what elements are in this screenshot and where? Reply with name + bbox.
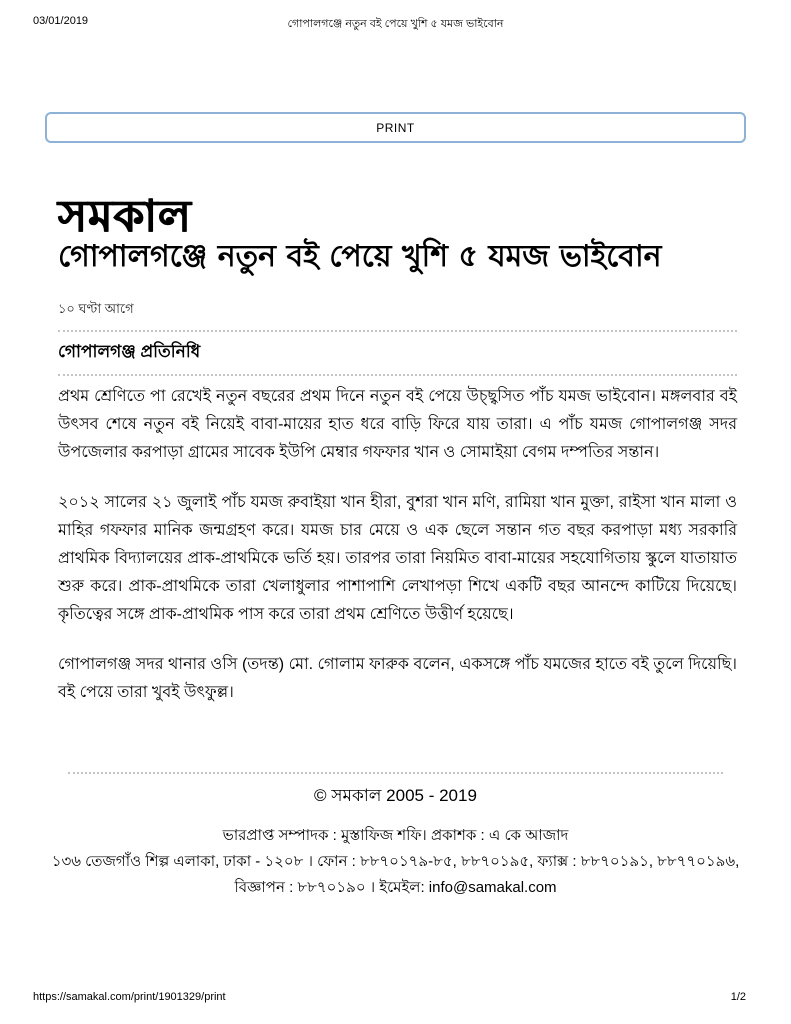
address-phone-line: ১৩৬ তেজগাঁও শিল্প এলাকা, ঢাকা - ১২০৮ । ফোন : ৮৮৭০১৭৯-৮৫, ৮৮৭০১৯৫, ফ্যাক্স : ৮৮৭০১৯১, ৮৮৭৭০১৯৬,: [51, 853, 740, 870]
article-byline: গোপালগঞ্জ প্রতিনিধি: [58, 342, 201, 361]
article-paragraph: ২০১২ সালের ২১ জুলাই পাঁচ যমজ রুবাইয়া খান হীরা, বুশরা খান মণি, রামিয়া খান মুক্তা, রাইসা খান মালা ও মাহির গফফার মানিক জন্মগ্রহণ করে। যমজ চার মেয়ে ও এক ছেলে সন্তান গত বছর করপাড়া মধ্য সরকারি প্রাথমিক বিদ্যালয়ের প্রাক-প্রাথমিকে ভর্তি হয়। তারপর তারা নিয়মিত বাবা-মায়ের সহযোগিতায় স্কুলে যাতায়াত শুরু করে। প্রাক-প্রাথমিকে তারা খেলাধুলার পাশাপাশি লেখাপড়া শিখে একটি বছর আনন্দে কাটিয়ে দিয়েছে। কৃতিত্বের সঙ্গে প্রাক-প্রাথমিক পাস করে তারা প্রথম শ্রেণিতে উত্তীর্ণ হয়েছে।: [58, 494, 737, 623]
site-footer: [40, 783, 751, 901]
divider-below-byline: [58, 374, 737, 376]
print-footer-page-indicator: 1/2: [730, 991, 746, 1003]
article-paragraph: প্রথম শ্রেণিতে পা রেখেই নতুন বছরের প্রথম দিনে নতুন বই পেয়ে উচ্ছ্বসিত পাঁচ যমজ ভাইবোন। মঙ্গলবার বই উৎসব শেষে নতুন বই নিয়েই বাবা-মায়ের হাত ধরে বাড়ি ফিরে যায় তারা। এ পাঁচ যমজ গোপালগঞ্জ সদর উপজেলার করপাড়া গ্রামের সাবেক ইউপি মেম্বার গফফার খান ও সোমাইয়া বেগম দম্পতির সন্তান।: [58, 388, 737, 461]
samakal-logo: সমকাল: [58, 191, 192, 242]
divider-above-byline: [58, 330, 737, 332]
advertising-email-line: বিজ্ঞাপন : ৮৮৭০১৯০ । ইমেইল: info@samakal.com: [234, 879, 557, 896]
article-timestamp: ১০ ঘণ্টা আগে: [58, 301, 134, 316]
article-paragraph: গোপালগঞ্জ সদর থানার ওসি (তদন্ত) মো. গোলাম ফারুক বলেন, একসঙ্গে পাঁচ যমজের হাতে বই তুলে দিয়েছি। বই পেয়ে তারা খুবই উৎফুল্ল।: [58, 656, 737, 701]
print-button[interactable]: PRINT: [45, 112, 746, 143]
editor-publisher-line: ভারপ্রাপ্ত সম্পাদক : মুস্তাফিজ শফি। প্রকাশক : এ কে আজাদ: [222, 827, 569, 844]
print-footer-url: https://samakal.com/print/1901329/print: [33, 991, 226, 1003]
footer-divider: [68, 772, 723, 774]
article-headline: গোপালগঞ্জে নতুন বই পেয়ে খুশি ৫ যমজ ভাইবোন: [58, 239, 662, 274]
copyright-line: © সমকাল 2005 - 2019: [314, 786, 477, 805]
article-body: [58, 383, 737, 729]
print-header-document-title: গোপালগঞ্জে নতুন বই পেয়ে খুশি ৫ যমজ ভাইবোন: [287, 18, 504, 30]
print-header-date: 03/01/2019: [33, 15, 89, 27]
